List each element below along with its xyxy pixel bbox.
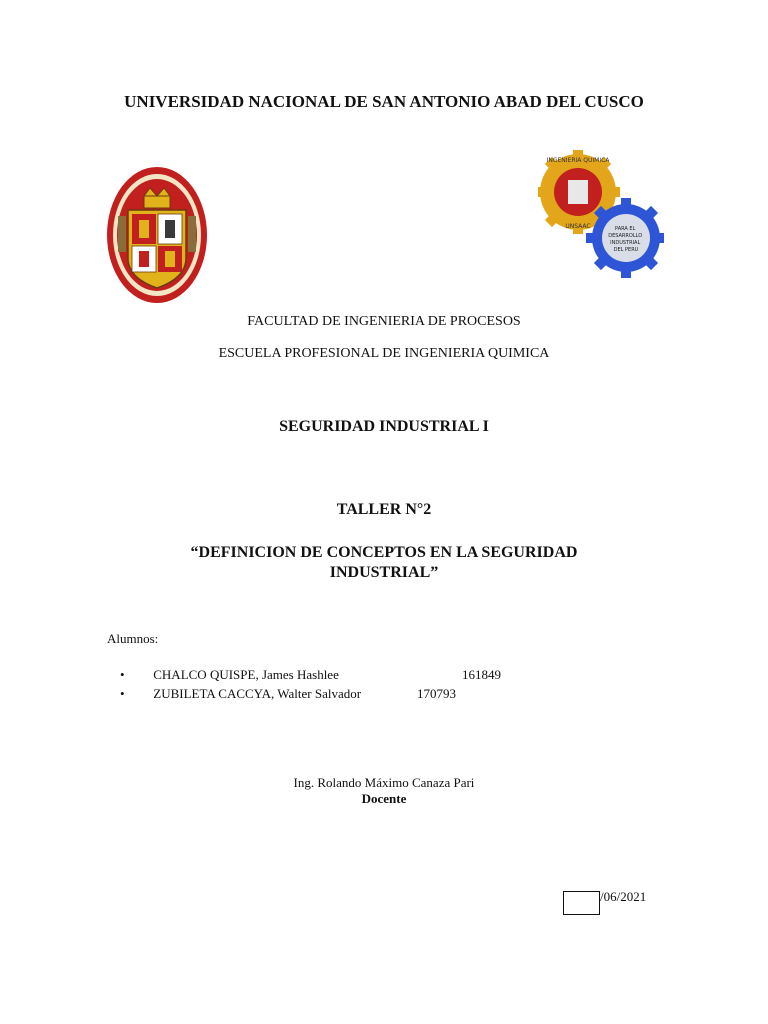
university-title: UNIVERSIDAD NACIONAL DE SAN ANTONIO ABAD DEL CUSCO <box>124 92 644 111</box>
svg-text:PARA EL DESARROLLO: PARA EL DESARROLLO INDUSTRIAL DEL PERU <box>608 226 643 253</box>
chemical-engineering-gears-icon <box>538 150 664 280</box>
topic-line-2: INDUSTRIAL” <box>329 564 439 581</box>
bullet-icon: • <box>120 686 125 701</box>
list-item <box>120 667 501 683</box>
student-code: 161849 <box>462 667 501 682</box>
assignment-title: TALLER N°2 <box>336 501 432 518</box>
teacher-role: Docente <box>361 791 407 806</box>
topic-title <box>0 543 768 583</box>
list-item <box>120 686 456 702</box>
gear-bottom-text: UNSAAC <box>565 223 591 230</box>
school-name: ESCUELA PROFESIONAL DE INGENIERIA QUIMICA <box>218 346 550 361</box>
bullet-icon: • <box>120 667 125 682</box>
date <box>563 889 646 915</box>
student-code: 170793 <box>417 686 456 701</box>
date-text: /06/2021 <box>600 889 647 904</box>
students-label: Alumnos: <box>107 631 159 646</box>
teacher-name: Ing. Rolando Máximo Canaza Pari <box>293 775 475 790</box>
university-seal-icon <box>106 166 208 304</box>
date-day-box[interactable] <box>563 891 600 915</box>
faculty-name: FACULTAD DE INGENIERIA DE PROCESOS <box>247 314 521 329</box>
student-name: CHALCO QUISPE, James Hashlee <box>153 667 339 682</box>
topic-line-1: “DEFINICION DE CONCEPTOS EN LA SEGURIDAD <box>190 544 578 561</box>
student-name: ZUBILETA CACCYA, Walter Salvador <box>153 686 362 701</box>
gear-top-text: INGENIERIA QUIMICA <box>546 157 610 164</box>
course-title: SEGURIDAD INDUSTRIAL I <box>279 418 489 435</box>
